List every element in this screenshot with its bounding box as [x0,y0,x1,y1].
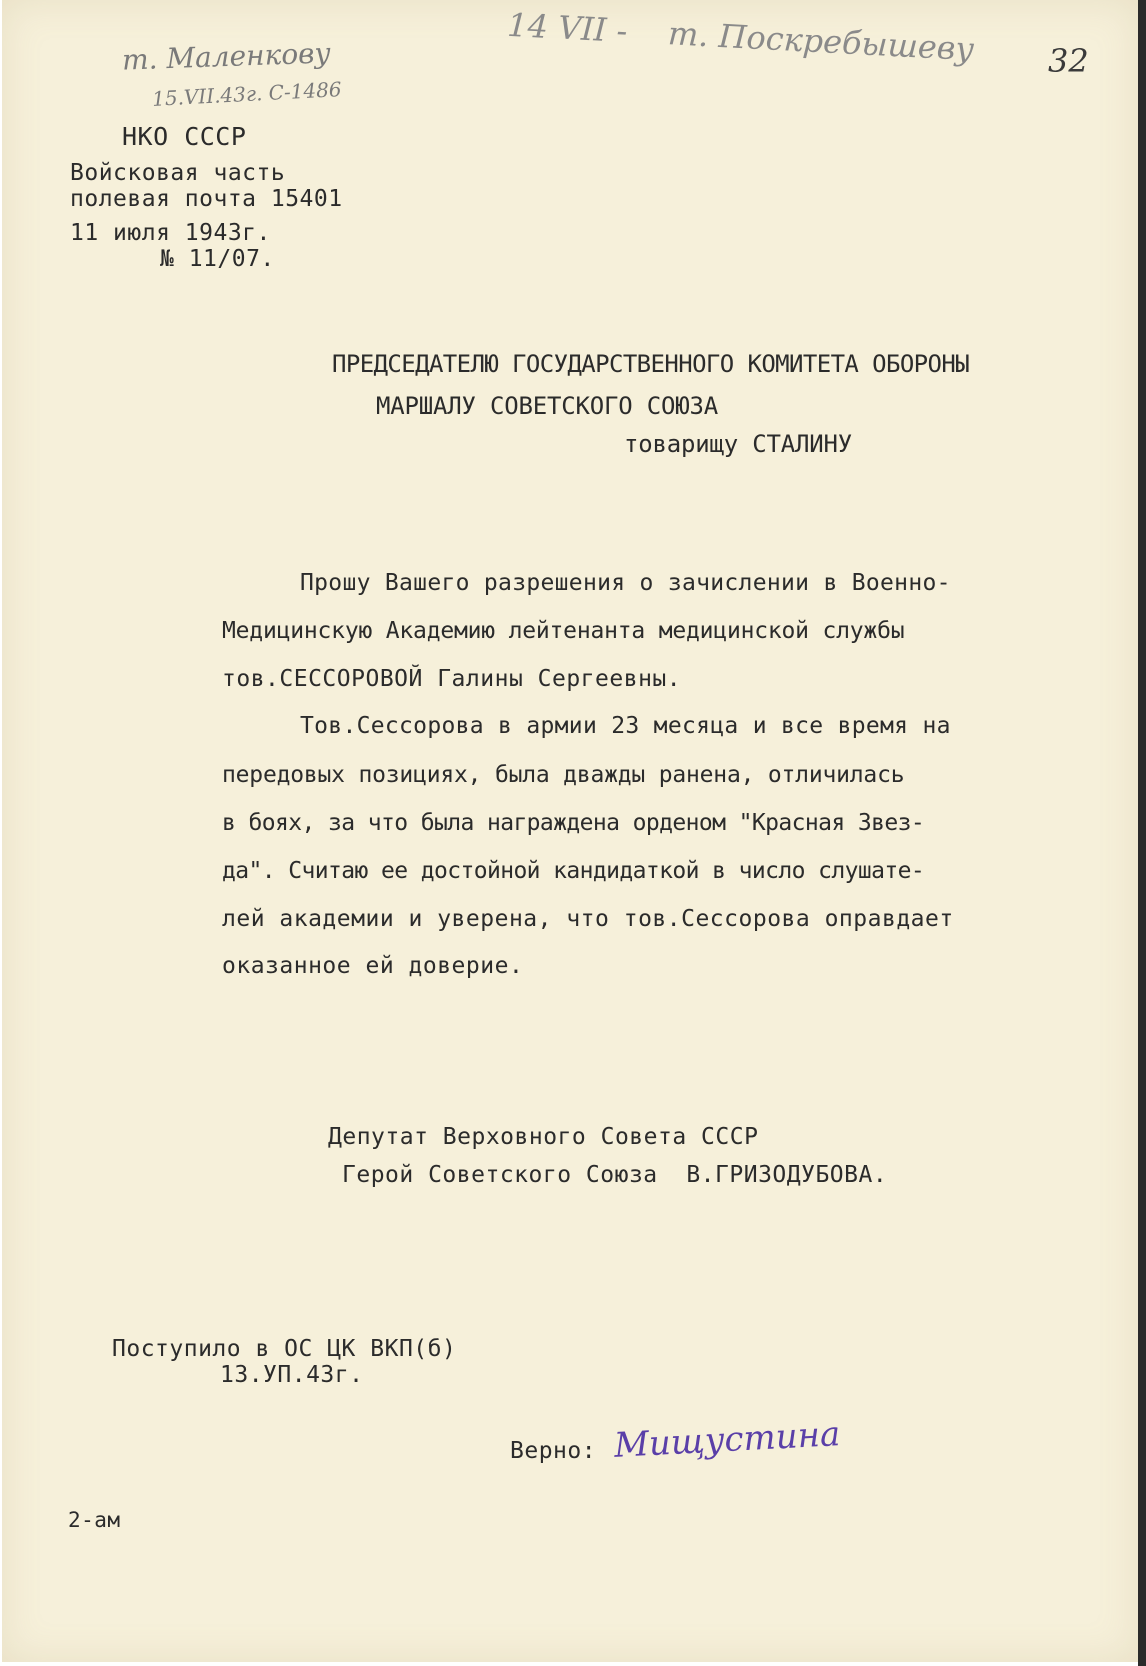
body-line: лей академии и уверена, что тов.Сессорова оправдает [222,906,954,932]
page-number: 32 [1048,42,1089,80]
scan-edge [1138,0,1146,1666]
handwritten-note-forward: 14 VII - т. Поскребышеву [506,5,975,69]
body-line: оказанное ей доверие. [222,953,524,979]
received-note: Поступило в ОС ЦК ВКП(б) [112,1336,457,1362]
document-date: 11 июля 1943г. [70,220,271,246]
signatory-name: Герой Советского Союза В.ГРИЗОДУБОВА. [342,1162,888,1188]
handwritten-note-recipient: т. Маленкову [121,36,332,77]
handwritten-note-date-number: 15.VII.43г. С-1486 [151,77,343,111]
signatory-title: Депутат Верховного Совета СССР [328,1124,759,1150]
body-line: в боях, за что была награждена орденом "Красная Звез- [222,810,925,836]
military-unit: Войсковая часть [70,160,286,186]
body-line: Тов.Сессорова в армии 23 месяца и все время на [300,713,951,739]
copies-note: 2-ам [68,1508,121,1532]
document-number: № 11/07. [160,246,275,272]
received-date: 13.УП.43г. [220,1362,364,1388]
addressee-line-1: ПРЕДСЕДАТЕЛЮ ГОСУДАРСТВЕННОГО КОМИТЕТА ОБОРОНЫ [332,350,970,378]
body-line: передовых позициях, была дважды ранена, отличилась [222,762,905,788]
certification-label: Верно: [510,1438,597,1464]
org-name: НКО СССР [122,122,247,151]
handwritten-signature: Мищустина [613,1414,842,1466]
field-post: полевая почта 15401 [70,186,343,212]
addressee-line-3: товарищу СТАЛИНУ [624,430,852,458]
body-line: Медицинскую Академию лейтенанта медицинской службы [222,618,905,644]
body-line: Прошу Вашего разрешения о зачислении в Военно- [300,570,951,596]
document-sheet [2,0,1138,1662]
addressee-line-2: МАРШАЛУ СОВЕТСКОГО СОЮЗА [376,392,718,420]
body-line: да". Считаю ее достойной кандидаткой в число слушате- [222,858,925,884]
body-line: тов.СЕССОРОВОЙ Галины Сергеевны. [222,666,682,692]
